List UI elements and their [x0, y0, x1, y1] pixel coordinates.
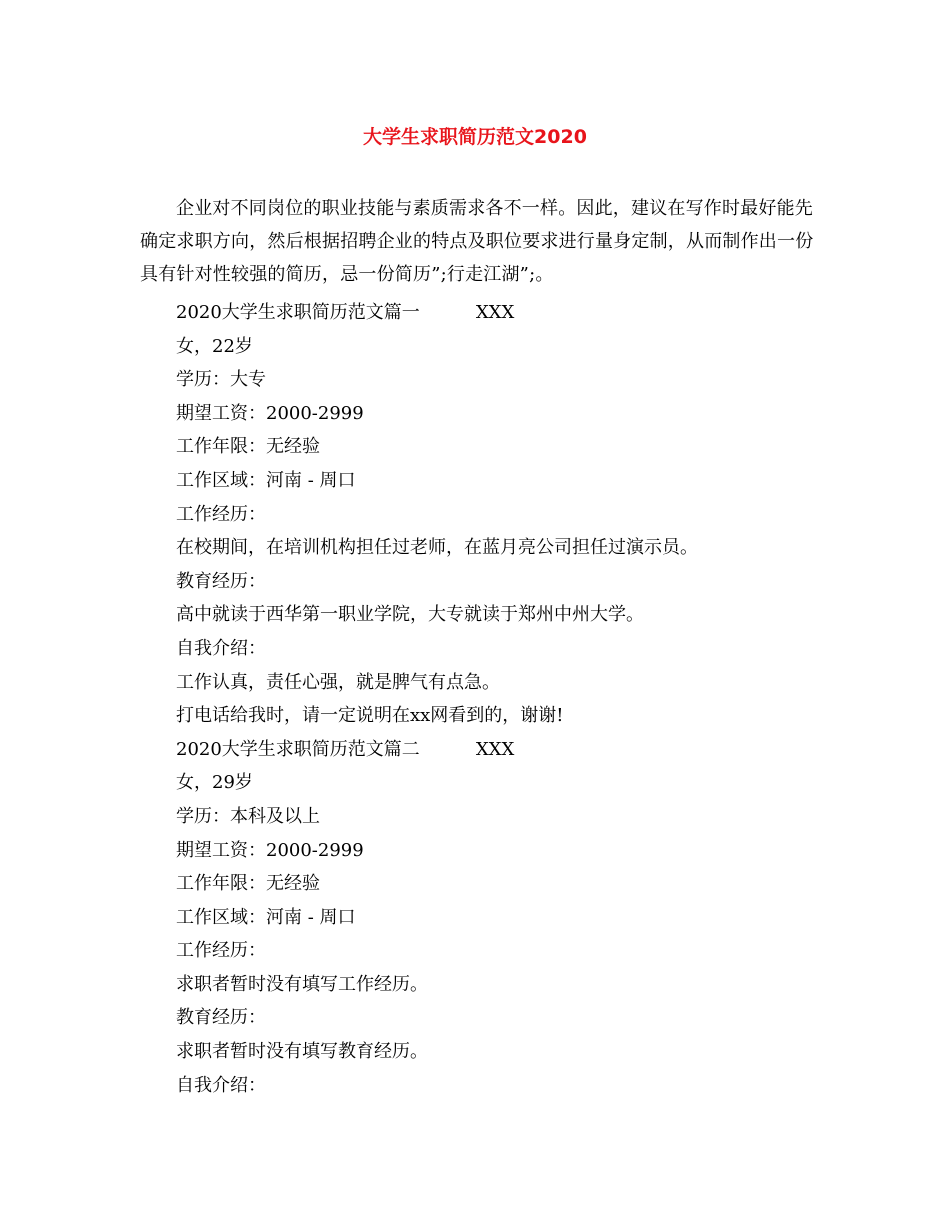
- sample2-intro-label: 自我介绍：: [176, 1074, 266, 1096]
- intro-paragraph: 企业对不同岗位的职业技能与素质需求各不一样。因此，建议在写作时最好能先确定求职方向，然后根据招聘企业的特点及职位要求进行量身定制，从而制作出一份具有针对性较强的简历，忌一份简历”;行走江湖”;。: [140, 198, 814, 285]
- sample1-heading-line: [176, 296, 836, 330]
- sample2-years: 工作年限：无经验: [176, 873, 320, 895]
- sample1-intro-label: 自我介绍：: [176, 637, 266, 659]
- sample1-contact-note: 打电话给我时，请一定说明在xx网看到的，谢谢!: [176, 705, 564, 727]
- sample2-salary: 期望工资：2000-2999: [176, 839, 364, 861]
- sample1-gender-age: 女，22岁: [176, 335, 253, 357]
- sample2-area: 工作区域：河南 - 周口: [176, 906, 356, 928]
- sample1-edu-text: 高中就读于西华第一职业学院，大专就读于郑州中州大学。: [176, 604, 644, 626]
- sample1-work-label: 工作经历：: [176, 503, 266, 525]
- sample2-heading: 2020大学生求职简历范文篇二: [176, 738, 420, 760]
- sample2-gender-age: 女，29岁: [176, 772, 253, 794]
- sample1-area: 工作区域：河南 - 周口: [176, 469, 356, 491]
- sample1-work-text: 在校期间，在培训机构担任过老师，在蓝月亮公司担任过演示员。: [176, 537, 698, 559]
- sample1-education: 学历：大专: [176, 369, 266, 391]
- sample1-intro-text: 工作认真，责任心强，就是脾气有点急。: [176, 671, 500, 693]
- sample1-name: XXX: [475, 302, 515, 323]
- sample2-edu-text: 求职者暂时没有填写教育经历。: [176, 1041, 428, 1063]
- sample1-years: 工作年限：无经验: [176, 436, 320, 458]
- sample2-edu-label: 教育经历：: [176, 1007, 266, 1029]
- sample2-work-text: 求职者暂时没有填写工作经历。: [176, 973, 428, 995]
- sample1-heading: 2020大学生求职简历范文篇一: [176, 302, 420, 323]
- sample2-work-label: 工作经历：: [176, 940, 266, 962]
- resume-samples: [176, 296, 836, 1102]
- document-title: 大学生求职简历范文2020: [363, 126, 587, 148]
- sample1-salary: 期望工资：2000-2999: [176, 402, 364, 424]
- sample2-heading-line: [176, 733, 836, 767]
- sample1-edu-label: 教育经历：: [176, 570, 266, 592]
- sample2-name: XXX: [475, 738, 515, 760]
- sample2-education: 学历：本科及以上: [176, 805, 320, 827]
